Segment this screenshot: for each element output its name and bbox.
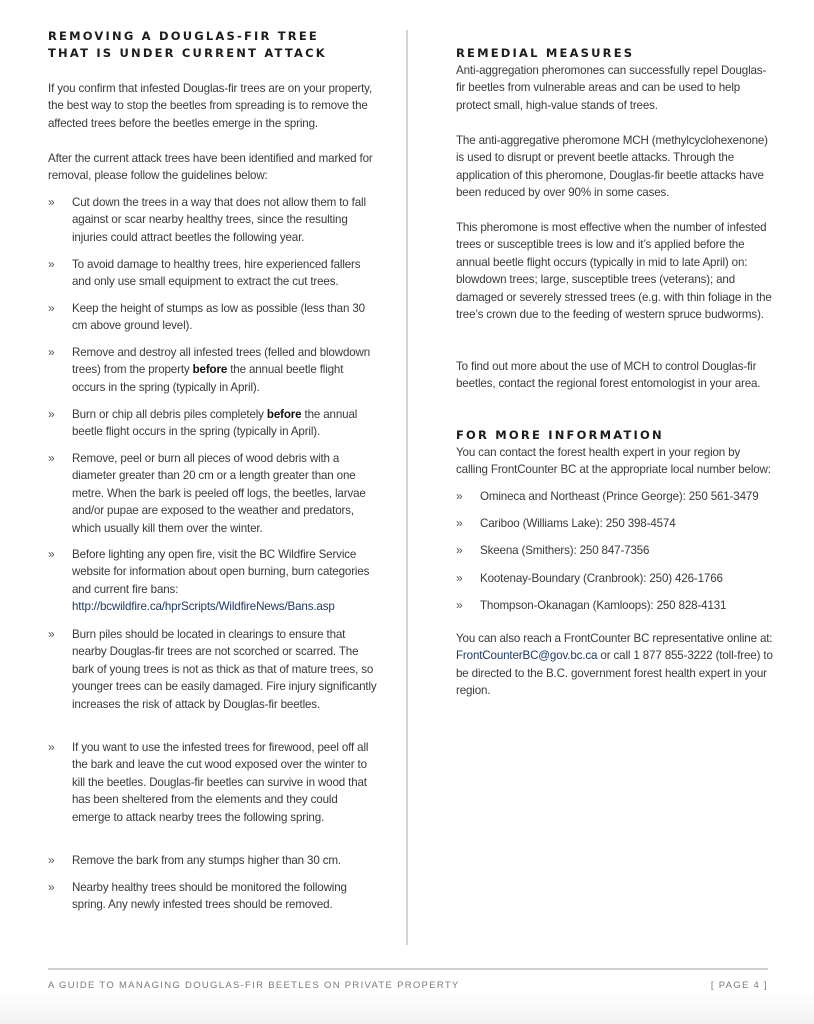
frontcounter-email-link[interactable]: FrontCounterBC@gov.bc.ca [456, 649, 598, 663]
guideline-text: Keep the height of stumps as low as possible (less than 30 cm above ground level). [72, 302, 365, 333]
guideline-text: To avoid damage to healthy trees, hire experienced fallers and only use small equipment to extract the cut trees. [72, 258, 361, 289]
contact-item [456, 597, 798, 614]
guideline-text: the annual beetle flight occurs in the spring (typically in April). [72, 408, 358, 439]
guideline-text: Burn or chip all debris piles completely [72, 408, 267, 421]
online-contact-paragraph [456, 630, 774, 700]
guideline-text: If you want to use the infested trees for firewood, peel off all the bark and leave the cut wood exposed over the winter to kill the beetles. Douglas-fir beetles can survive in wood that has been sheltered from the elements and they could emerge to attack nearby trees the following spring. [72, 741, 369, 824]
guideline-item [48, 879, 382, 914]
remedial-paragraph-1: Anti-aggregation pheromones can successfully repel Douglas-fir beetles from vulnerable areas and can be used to help protect small, high-value stands of trees. [456, 64, 767, 112]
guideline-item [48, 344, 378, 396]
heading-line-2: THAT IS UNDER CURRENT ATTACK [48, 46, 327, 60]
section-heading-removing [48, 28, 388, 62]
contact-text: Cariboo (Williams Lake): 250 398-4574 [480, 517, 676, 530]
bullet-chevron-icon: » [48, 547, 55, 561]
guideline-text: Remove, peel or burn all pieces of wood debris with a diameter greater than 20 cm or a length greater than one metre. When the bark is peeled off logs, the beetles, larvae and/or pupae are exposed to the weather and predators, which usually kill them over the winter. [72, 452, 366, 535]
heading-line-1: REMOVING A DOUGLAS-FIR TREE [48, 29, 319, 43]
bullet-chevron-icon: » [48, 451, 55, 465]
guideline-item [48, 626, 378, 713]
guideline-text: Remove and destroy all infested trees (felled and blowdown trees) from the property [72, 346, 371, 377]
contact-item [456, 488, 798, 505]
guideline-text: Burn piles should be located in clearings to ensure that nearby Douglas-fir trees are not scorched or scarred. The bark of young trees is not as thick as that of mature trees, so younger trees can be easily damaged. Fire injury significantly increases the risk of attack by Douglas-fir beetles. [72, 628, 377, 711]
remedial-paragraph-4: To find out more about the use of MCH to control Douglas-fir beetles, contact the regional forest entomologist in your area. [456, 360, 761, 391]
online-contact-text: or call 1 877 855-3222 (toll-free) to be directed to the B.C. government forest health expert in your region. [456, 649, 773, 698]
bullet-chevron-icon: » [48, 627, 55, 641]
section-heading-more-info: FOR MORE INFORMATION [456, 428, 664, 442]
guideline-text: Remove the bark from any stumps higher than 30 cm. [72, 854, 341, 867]
guideline-text: Cut down the trees in a way that does not allow them to fall against or scar nearby healthy trees, since the resulting injuries could attract beetles the following year. [72, 196, 366, 244]
contact-item [456, 542, 798, 559]
footer-rule [48, 968, 768, 970]
bullet-chevron-icon: » [48, 257, 55, 271]
guideline-item [48, 300, 378, 335]
guideline-text: the annual beetle flight occurs in the spring (typically in April). [72, 363, 344, 394]
column-divider [406, 30, 408, 945]
bullet-chevron-icon: » [48, 301, 55, 315]
guideline-item [48, 256, 378, 291]
bullet-chevron-icon: » [48, 345, 55, 359]
bullet-chevron-icon: » [48, 740, 55, 754]
guideline-item [48, 852, 382, 869]
bullet-chevron-icon: » [48, 195, 55, 209]
bullet-chevron-icon: » [48, 853, 55, 867]
guideline-text: Before lighting any open fire, visit the BC Wildfire Service website for information about open burning, burn categories and current fire bans: [72, 548, 370, 596]
contact-item [456, 515, 798, 532]
contact-text: Kootenay-Boundary (Cranbrook): 250) 426-1766 [480, 572, 723, 585]
contact-text: Skeena (Smithers): 250 847-7356 [480, 544, 650, 557]
footer-document-title: A GUIDE TO MANAGING DOUGLAS-FIR BEETLES ON PRIVATE PROPERTY [48, 980, 460, 991]
bullet-chevron-icon: » [456, 516, 463, 530]
remedial-paragraph-3: This pheromone is most effective when the number of infested trees or susceptible trees is low and it’s applied before the annual beetle flight occurs (typically in mid to late April) on: blowdown trees; large, susceptible trees (veterans); and damaged or severely stressed trees (e.g. with thin foliage in the tree’s crown due to the feeding of western spruce budworms). [456, 221, 772, 322]
footer-page-number: [ PAGE 4 ] [710, 980, 768, 991]
more-info-intro: You can contact the forest health expert in your region by calling FrontCounter BC at the appropriate local number below: [456, 446, 771, 477]
bullet-chevron-icon: » [456, 543, 463, 557]
section-heading-remedial: REMEDIAL MEASURES [456, 46, 635, 60]
guideline-item [48, 194, 378, 246]
intro-paragraph: If you confirm that infested Douglas-fir trees are on your property, the best way to stop the beetles from spreading is to remove the affected trees before the beetles emerge in the spring. [48, 82, 373, 130]
wildfire-bans-link[interactable]: http://bcwildfire.ca/hprScripts/WildfireNews/Bans.asp [72, 600, 335, 614]
contact-item [456, 570, 798, 587]
guideline-item [48, 406, 378, 441]
contact-text: Thompson-Okanagan (Kamloops): 250 828-4131 [480, 599, 727, 612]
online-contact-text: You can also reach a FrontCounter BC representative online at: [456, 632, 773, 645]
guideline-item [48, 450, 378, 537]
emphasis-before: before [192, 363, 228, 377]
guideline-item [48, 546, 382, 616]
remedial-paragraph-2: The anti-aggregative pheromone MCH (methylcyclohexenone) is used to disrupt or prevent beetle attacks. Through the application of this pheromone, Douglas-fir beetle attacks have been reduced by over 90% in some cases. [456, 134, 768, 200]
guidelines-intro: After the current attack trees have been identified and marked for removal, please follow the guidelines below: [48, 152, 373, 183]
contact-text: Omineca and Northeast (Prince George): 250 561-3479 [480, 490, 759, 503]
bullet-chevron-icon: » [48, 880, 55, 894]
emphasis-before: before [266, 408, 302, 421]
guideline-item [48, 739, 378, 826]
bullet-chevron-icon: » [48, 407, 55, 421]
bullet-chevron-icon: » [456, 489, 463, 503]
bullet-chevron-icon: » [456, 571, 463, 585]
bullet-chevron-icon: » [456, 598, 463, 612]
guideline-text: Nearby healthy trees should be monitored the following spring. Any newly infested trees should be removed. [72, 881, 347, 912]
